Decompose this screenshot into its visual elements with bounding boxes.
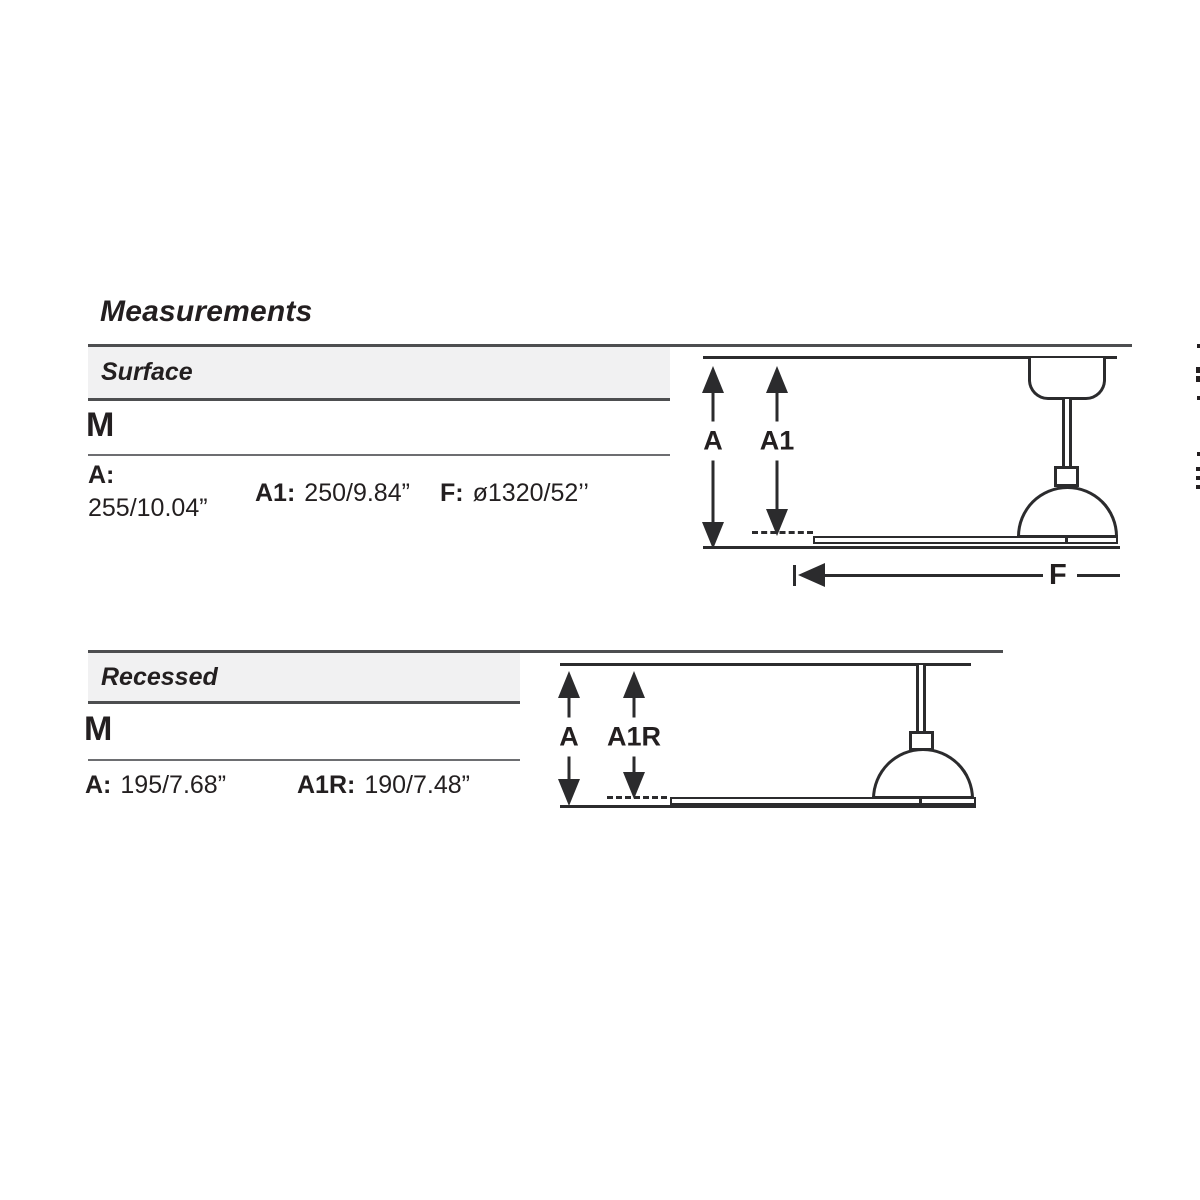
recessed-dim-a-value: 195/7.68” — [120, 771, 227, 799]
recessed-diagram-a-label: A — [556, 718, 582, 757]
surface-diagram-a1-label: A1 — [757, 422, 798, 461]
page-title: Measurements — [100, 295, 313, 328]
surface-dim-f-label: F: — [440, 479, 464, 507]
edge-artifact — [1196, 467, 1200, 471]
recessed-dim-arrow-a — [557, 671, 581, 806]
edge-artifact — [1196, 485, 1200, 489]
recessed-dim-a-label: A: — [85, 771, 112, 799]
arrow-down-icon — [623, 772, 645, 799]
surface-fan-motor-connector — [1054, 466, 1079, 487]
recessed-diagram-a1r-label: A1R — [604, 718, 664, 757]
recessed-fan-motor-connector — [909, 731, 934, 751]
surface-blade-tick — [1065, 537, 1068, 544]
f-dim-line — [822, 574, 1043, 577]
edge-artifact — [1196, 476, 1200, 480]
surface-model-label: M — [86, 406, 115, 444]
arrow-up-icon — [558, 671, 580, 698]
arrow-down-icon — [766, 509, 788, 536]
arrow-down-icon — [702, 522, 724, 549]
surface-dim-a-label: A: — [88, 461, 115, 489]
recessed-dim-a — [85, 771, 226, 800]
arrow-up-icon — [623, 671, 645, 698]
surface-diagram-f-label: F — [1049, 559, 1067, 591]
recessed-dim-arrow-a1r — [606, 671, 662, 799]
surface-bottom-line — [703, 546, 1120, 549]
recessed-bottom-line — [560, 805, 976, 808]
recessed-ceiling-line — [560, 663, 971, 666]
surface-header-label: Surface — [101, 358, 193, 386]
arrow-down-icon — [558, 779, 580, 806]
recessed-model-bottom-rule — [88, 759, 520, 761]
recessed-blade-tick — [919, 798, 922, 805]
f-dim-line-right — [1077, 574, 1120, 577]
surface-header-bar — [88, 347, 670, 398]
surface-dim-f — [440, 479, 589, 508]
edge-artifact — [1196, 376, 1200, 382]
surface-model-bottom-rule — [88, 454, 670, 456]
recessed-dim-a1r-label: A1R: — [297, 771, 356, 799]
surface-header-bottom-rule — [88, 398, 670, 401]
surface-dim-a1-label: A1: — [255, 479, 296, 507]
surface-fan-rod — [1062, 399, 1072, 468]
recessed-dim-a1r — [297, 771, 470, 800]
recessed-header-bottom-rule — [88, 701, 520, 704]
recessed-dim-a1r-value: 190/7.48” — [364, 771, 470, 799]
arrow-up-icon — [702, 366, 724, 393]
surface-dim-arrow-a1 — [759, 366, 795, 536]
recessed-fan-rod — [916, 665, 926, 733]
surface-dim-f-value: ø1320/52’’ — [472, 479, 589, 507]
edge-artifact — [1196, 367, 1200, 373]
recessed-header-bar — [88, 653, 520, 701]
recessed-fan-motor-dome — [872, 748, 974, 799]
surface-dim-a1 — [255, 479, 410, 508]
recessed-model-label: M — [84, 710, 113, 748]
surface-diagram-a-label: A — [700, 422, 726, 461]
arrow-up-icon — [766, 366, 788, 393]
surface-fan-canopy — [1028, 358, 1106, 400]
surface-dim-arrow-a — [701, 366, 725, 549]
f-dim-end-tick — [793, 565, 796, 586]
surface-dim-a-value: 255/10.04” — [88, 494, 208, 522]
recessed-header-label: Recessed — [101, 662, 218, 691]
arrow-left-icon — [798, 563, 825, 587]
surface-fan-motor-dome — [1017, 486, 1118, 538]
surface-dim-a1-value: 250/9.84” — [304, 479, 410, 507]
